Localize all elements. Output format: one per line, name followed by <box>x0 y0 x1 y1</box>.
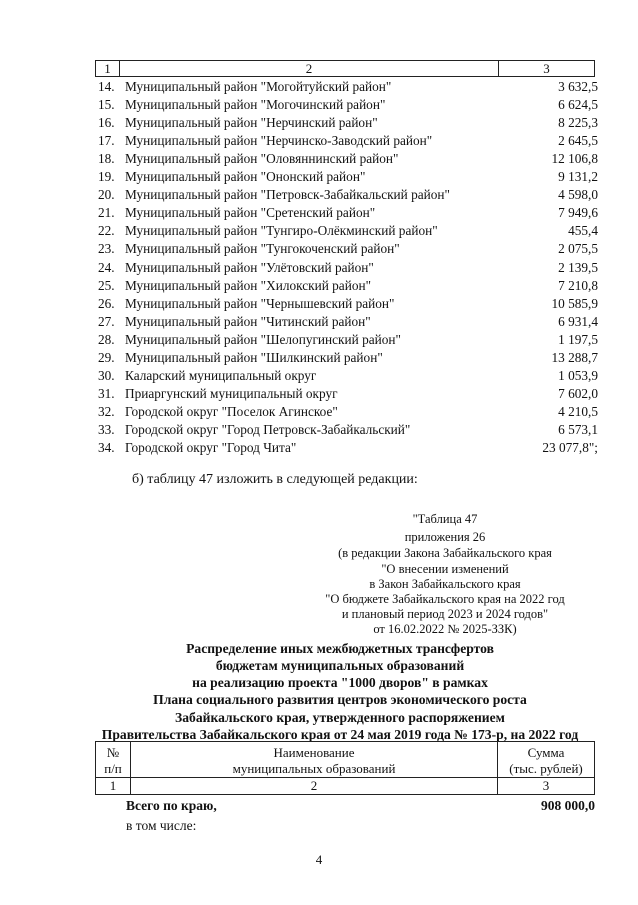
row-municipality-name: Муниципальный район "Сретенский район" <box>125 205 376 221</box>
row-municipality-name: Городской округ "Город Петровск-Забайкальский" <box>125 421 411 437</box>
row-number: 28. <box>98 331 115 347</box>
row-number: 33. <box>98 421 115 437</box>
row-number: 20. <box>98 187 115 203</box>
row-number: 16. <box>98 115 115 131</box>
title-line: Забайкальского края, утвержденного распоряжением <box>175 710 505 725</box>
table-row <box>98 188 598 206</box>
col-sum-index: 3 <box>497 777 595 795</box>
col-name-line-1: Наименование <box>273 745 355 760</box>
row-municipality-name: Муниципальный район "Хилокский район" <box>125 277 372 293</box>
row-municipality-name: Каларский муниципальный округ <box>125 367 317 383</box>
row-municipality-name: Муниципальный район "Шилкинский район" <box>125 349 383 365</box>
row-amount: 9 131,2 <box>558 169 598 185</box>
row-municipality-name: Приаргунский муниципальный округ <box>125 385 338 401</box>
caption-line: (в редакции Закона Забайкальского края <box>338 546 552 560</box>
title-line: Плана социального развития центров экономического роста <box>153 692 527 707</box>
row-amount: 4 598,0 <box>558 187 598 203</box>
col-number-line-2: п/п <box>104 761 122 776</box>
row-number: 25. <box>98 277 115 293</box>
row-amount: 6 624,5 <box>558 97 598 113</box>
caption-line: приложения 26 <box>404 530 486 544</box>
top-table-header <box>95 60 595 77</box>
caption-line: от 16.02.2022 № 2025-ЗЗК) <box>373 622 517 636</box>
row-municipality-name: Муниципальный район "Могойтуйский район" <box>125 79 392 94</box>
row-amount: 7 949,6 <box>558 205 598 221</box>
row-municipality-name: Муниципальный район "Тунгиро-Олёкминский район" <box>125 223 438 239</box>
table-row <box>98 98 598 116</box>
total-value: 908 000,0 <box>541 798 595 813</box>
row-number: 14. <box>98 79 115 94</box>
col-sum-line-2: (тыс. рублей) <box>509 761 583 776</box>
col-name-index: 2 <box>130 777 498 795</box>
title-line: на реализацию проекта "1000 дворов" в рамках <box>192 675 488 690</box>
table-row <box>98 170 598 188</box>
row-amount: 3 632,5 <box>558 79 598 94</box>
row-municipality-name: Муниципальный район "Нерчинский район" <box>125 115 378 131</box>
row-amount: 12 106,8 <box>551 151 598 167</box>
row-amount: 7 602,0 <box>558 385 598 401</box>
table-row <box>98 261 598 279</box>
table-row <box>98 351 598 369</box>
row-number: 29. <box>98 349 115 365</box>
row-amount: 2 645,5 <box>558 133 598 149</box>
table-row <box>98 224 598 242</box>
row-number: 24. <box>98 259 115 275</box>
row-amount: 2 075,5 <box>558 241 598 257</box>
total-label: Всего по краю, <box>126 798 217 813</box>
row-municipality-name: Муниципальный район "Шелопугинский район" <box>125 331 401 347</box>
table-row <box>98 116 598 134</box>
table-row <box>98 152 598 170</box>
col-name-line-2: муниципальных образований <box>232 761 396 776</box>
row-municipality-name: Муниципальный район "Улётовский район" <box>125 259 374 275</box>
row-amount: 10 585,9 <box>551 295 598 311</box>
page-number: 4 <box>315 852 323 867</box>
row-number: 31. <box>98 385 115 401</box>
header-col-3: 3 <box>498 60 595 77</box>
header-col-1: 1 <box>95 60 120 77</box>
table-row <box>98 80 598 98</box>
row-number: 23. <box>98 241 115 257</box>
row-number: 21. <box>98 205 115 221</box>
table-row <box>98 242 598 260</box>
caption-line: "Таблица 47 <box>412 512 478 526</box>
row-municipality-name: Муниципальный район "Читинский район" <box>125 313 371 329</box>
col-number-header <box>95 741 131 778</box>
table-row <box>98 333 598 351</box>
table-row <box>98 369 598 387</box>
row-municipality-name: Муниципальный район "Петровск-Забайкальский район" <box>125 187 450 203</box>
including-label: в том числе: <box>126 818 197 833</box>
row-amount: 6 931,4 <box>558 313 598 329</box>
row-municipality-name: Муниципальный район "Ононский район" <box>125 169 366 185</box>
table-row <box>98 387 598 405</box>
row-number: 17. <box>98 133 115 149</box>
row-municipality-name: Муниципальный район "Оловяннинский район" <box>125 151 399 167</box>
row-amount: 455,4 <box>568 223 598 239</box>
title-line: бюджетам муниципальных образований <box>215 658 465 673</box>
row-municipality-name: Городской округ "Поселок Агинское" <box>125 403 338 419</box>
row-number: 27. <box>98 313 115 329</box>
caption-line: "О бюджете Забайкальского края на 2022 год <box>325 592 565 606</box>
row-amount: 2 139,5 <box>558 259 598 275</box>
table-row <box>98 441 598 459</box>
row-number: 30. <box>98 367 115 383</box>
table-row <box>98 423 598 441</box>
row-municipality-name: Городской округ "Город Чита" <box>125 440 297 455</box>
row-municipality-name: Муниципальный район "Нерчинско-Заводский район" <box>125 133 433 149</box>
col-sum-header <box>497 741 595 778</box>
row-number: 15. <box>98 97 115 113</box>
col-sum-line-1: Сумма <box>527 745 565 760</box>
row-number: 19. <box>98 169 115 185</box>
table-row <box>98 297 598 315</box>
amendment-paragraph: б) таблицу 47 изложить в следующей редакции: <box>132 472 418 487</box>
table-row <box>98 279 598 297</box>
row-amount: 8 225,3 <box>558 115 598 131</box>
caption-line: в Закон Забайкальского края <box>369 577 521 591</box>
col-name-header <box>130 741 498 778</box>
row-number: 34. <box>98 440 115 455</box>
row-municipality-name: Муниципальный район "Тунгокоченский район" <box>125 241 400 257</box>
title-line: Распределение иных межбюджетных трансфертов <box>186 641 494 656</box>
table-row <box>98 206 598 224</box>
row-amount: 23 077,8"; <box>542 440 598 455</box>
row-number: 26. <box>98 295 115 311</box>
row-amount: 7 210,8 <box>558 277 598 293</box>
row-amount: 1 197,5 <box>558 331 598 347</box>
row-number: 18. <box>98 151 115 167</box>
row-amount: 13 288,7 <box>551 349 598 365</box>
caption-line: "О внесении изменений <box>381 562 509 576</box>
title-line: Правительства Забайкальского края от 24 мая 2019 года № 173-р, на 2022 год <box>101 727 579 742</box>
row-municipality-name: Муниципальный район "Чернышевский район" <box>125 295 395 311</box>
row-amount: 6 573,1 <box>558 421 598 437</box>
table-row <box>98 315 598 333</box>
header-col-2: 2 <box>119 60 499 77</box>
row-amount: 1 053,9 <box>558 367 598 383</box>
bottom-table <box>95 741 595 796</box>
table-row <box>98 134 598 152</box>
row-number: 32. <box>98 403 115 419</box>
row-municipality-name: Муниципальный район "Могочинский район" <box>125 97 386 113</box>
col-number-index: 1 <box>95 777 131 795</box>
table-row <box>98 405 598 423</box>
caption-line: и плановый период 2023 и 2024 годов" <box>341 607 549 621</box>
row-number: 22. <box>98 223 115 239</box>
col-number-line-1: № <box>106 745 120 760</box>
row-amount: 4 210,5 <box>558 403 598 419</box>
